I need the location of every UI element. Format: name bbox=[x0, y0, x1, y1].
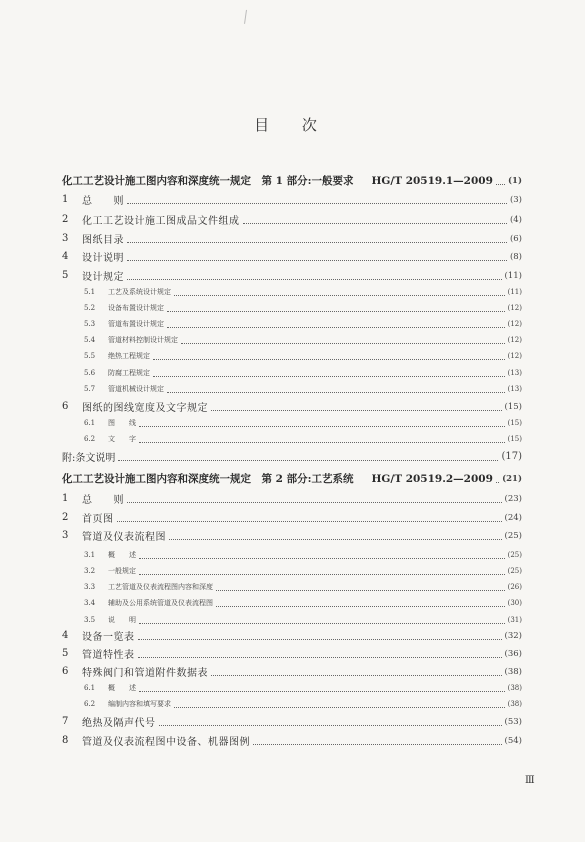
toc-entry-title: 辅助及公用系统管道及仪表流程图 bbox=[108, 598, 213, 607]
toc-entry-title: 设备布置设计规定 bbox=[108, 303, 164, 312]
toc-entry-page: (6) bbox=[509, 233, 522, 244]
toc-entry-page: (30) bbox=[507, 598, 522, 607]
toc-entry-page: (26) bbox=[507, 582, 522, 591]
toc-entry bbox=[62, 527, 522, 544]
toc-entry-page: (13) bbox=[507, 384, 522, 393]
toc-entry-title: 管道材料控制设计规定 bbox=[108, 335, 178, 344]
toc-entry-number: 3 bbox=[62, 530, 69, 541]
toc-entry bbox=[62, 414, 522, 431]
toc-entry-page: (54) bbox=[504, 735, 522, 746]
dot-leader bbox=[138, 638, 502, 640]
scan-mark bbox=[244, 10, 249, 24]
toc-entry bbox=[62, 315, 522, 332]
toc-entry bbox=[62, 267, 522, 284]
toc-entry-page: (25) bbox=[507, 566, 522, 575]
toc-entry-title: 化工工艺设计施工图内容和深度统一规定 第 1 部分:一般要求 bbox=[62, 175, 354, 187]
toc-entry-title: 图纸目录 bbox=[82, 235, 124, 246]
toc-entry bbox=[62, 230, 522, 247]
dot-leader bbox=[167, 310, 505, 312]
toc-entry-number: 5 bbox=[62, 648, 69, 659]
toc-entry-page: (11) bbox=[504, 270, 522, 281]
toc-entry-page: (21) bbox=[502, 473, 522, 484]
dot-leader bbox=[139, 425, 505, 427]
toc-entry bbox=[62, 430, 522, 447]
toc-entry-number: 5.2 bbox=[84, 303, 96, 312]
toc-entry bbox=[62, 645, 522, 662]
toc-entry bbox=[62, 695, 522, 712]
dot-leader bbox=[216, 589, 505, 591]
dot-leader bbox=[153, 358, 505, 360]
toc-entry-number: 3.3 bbox=[84, 582, 96, 591]
dot-leader bbox=[138, 656, 502, 658]
toc-entry-title: 总 则 bbox=[82, 495, 124, 506]
toc-entry-page: (12) bbox=[507, 319, 522, 328]
toc-entry-number: 3.4 bbox=[84, 598, 96, 607]
dot-leader bbox=[216, 605, 505, 607]
toc-entry-page: (12) bbox=[507, 335, 522, 344]
toc-entry-title: 管道机械设计规定 bbox=[108, 384, 164, 393]
toc-entry-number: 3.1 bbox=[84, 550, 96, 559]
toc-entry-title: 管道及仪表流程图中设备、机器图例 bbox=[82, 737, 250, 748]
dot-leader bbox=[127, 241, 507, 243]
toc-entry-title: 管道及仪表流程图 bbox=[82, 532, 166, 543]
toc-entry bbox=[62, 611, 522, 628]
toc-entry-page: (25) bbox=[504, 530, 522, 541]
toc-entry bbox=[62, 248, 522, 265]
toc-entry-number: 3.2 bbox=[84, 566, 96, 575]
toc-entry-title: 一般规定 bbox=[108, 566, 136, 575]
toc-entry-title: 绝热及隔声代号 bbox=[82, 718, 156, 729]
toc-entry-page: (25) bbox=[507, 550, 522, 559]
toc-entry-title: 图纸的图线宽度及文字规定 bbox=[82, 403, 208, 414]
toc-entry-number: 5.1 bbox=[84, 287, 96, 296]
toc-entry bbox=[62, 347, 522, 364]
toc-entry bbox=[62, 470, 522, 487]
dot-leader bbox=[139, 557, 505, 559]
toc-entry-page: (3) bbox=[509, 194, 522, 205]
toc-entry-page: (12) bbox=[507, 351, 522, 360]
dot-leader bbox=[127, 202, 507, 204]
toc-entry-page: (12) bbox=[507, 303, 522, 312]
toc-entry bbox=[62, 663, 522, 680]
toc-entry-title: 首页图 bbox=[82, 514, 114, 525]
dot-leader bbox=[139, 441, 505, 443]
standard-code: HG/T 20519.1—2009 bbox=[371, 174, 493, 187]
dot-leader bbox=[118, 459, 498, 461]
toc-entry-title: 管道特性表 bbox=[82, 650, 135, 661]
toc-entry bbox=[62, 380, 522, 397]
toc-entry bbox=[62, 364, 522, 381]
toc-entry-page: (11) bbox=[507, 287, 522, 296]
dot-leader bbox=[253, 743, 502, 745]
toc-entry bbox=[62, 211, 522, 228]
toc-entry-page: (32) bbox=[504, 630, 522, 641]
dot-leader bbox=[174, 706, 505, 708]
toc-entry-number: 5.3 bbox=[84, 319, 96, 328]
toc-entry bbox=[62, 509, 522, 526]
toc-entry bbox=[62, 299, 522, 316]
toc-entry-number: 2 bbox=[62, 512, 69, 523]
toc-entry-number: 6.1 bbox=[84, 418, 96, 427]
toc-entry-title: 管道布置设计规定 bbox=[108, 319, 164, 328]
toc-entry-title: 概 述 bbox=[108, 683, 136, 692]
toc-entry-page: (38) bbox=[507, 683, 522, 692]
toc-entry-page: (15) bbox=[507, 418, 522, 427]
toc-entry-number: 6.2 bbox=[84, 434, 96, 443]
dot-leader bbox=[174, 294, 505, 296]
dot-leader bbox=[139, 622, 505, 624]
toc-entry-title: 图 线 bbox=[108, 418, 136, 427]
toc-entry-number: 1 bbox=[62, 493, 69, 504]
toc-entry-number: 5 bbox=[62, 270, 69, 281]
toc-entry bbox=[62, 283, 522, 300]
page-folio: Ⅲ bbox=[525, 775, 535, 786]
toc-entry-title: 绝热工程规定 bbox=[108, 351, 150, 360]
toc-entry bbox=[62, 490, 522, 507]
toc-entry-page: (8) bbox=[509, 251, 522, 262]
toc-entry-title: 说 明 bbox=[108, 615, 136, 624]
toc-entry-page: (24) bbox=[504, 512, 522, 523]
dot-leader bbox=[127, 278, 502, 280]
dot-leader bbox=[139, 573, 505, 575]
toc-entry-title: 设备一览表 bbox=[82, 632, 135, 643]
toc-entry-number: 5.7 bbox=[84, 384, 96, 393]
toc-entry-title: 设计说明 bbox=[82, 253, 124, 264]
toc-entry-title: 防腐工程规定 bbox=[108, 368, 150, 377]
toc-entry-page: (23) bbox=[504, 493, 522, 504]
dot-leader bbox=[139, 690, 505, 692]
toc-entry-title: 特殊阀门和管道附件数据表 bbox=[82, 668, 208, 679]
toc-entry bbox=[62, 713, 522, 730]
toc-entry-number: 4 bbox=[62, 251, 69, 262]
toc-entry-page: (31) bbox=[507, 615, 522, 624]
dot-leader bbox=[211, 409, 502, 411]
toc-entry-number: 5.5 bbox=[84, 351, 96, 360]
toc-entry bbox=[62, 679, 522, 696]
dot-leader bbox=[117, 520, 502, 522]
toc-entry-page: (53) bbox=[504, 716, 522, 727]
toc-entry-number: 8 bbox=[62, 735, 69, 746]
toc-entry-number: 6 bbox=[62, 401, 69, 412]
toc-entry-title: 文 字 bbox=[108, 434, 136, 443]
toc-entry-title: 设计规定 bbox=[82, 272, 124, 283]
toc-title: 目 次 bbox=[254, 116, 331, 134]
toc-entry-title: 概 述 bbox=[108, 550, 136, 559]
toc-entry-page: (13) bbox=[507, 368, 522, 377]
toc-entry-number: 3 bbox=[62, 233, 69, 244]
toc-entry-number: 5.4 bbox=[84, 335, 96, 344]
toc-entry-page: (1) bbox=[508, 175, 522, 186]
dot-leader bbox=[167, 391, 505, 393]
toc-entry-title: 化工工艺设计施工图成品文件组成 bbox=[82, 216, 240, 227]
toc-entry-number: 7 bbox=[62, 716, 69, 727]
toc-entry-title: 工艺管道及仪表流程图内容和深度 bbox=[108, 582, 213, 591]
toc-entry-page: (4) bbox=[509, 214, 522, 225]
toc-entry-number: 2 bbox=[62, 214, 69, 225]
toc-entry bbox=[62, 562, 522, 579]
dot-leader bbox=[127, 501, 502, 503]
dot-leader bbox=[496, 183, 505, 185]
toc-entry-page: (17) bbox=[501, 451, 522, 462]
toc-entry-title: 附:条文说明 bbox=[62, 453, 116, 464]
toc-entry bbox=[62, 627, 522, 644]
toc-entry-title: 化工工艺设计施工图内容和深度统一规定 第 2 部分:工艺系统 bbox=[62, 473, 354, 485]
dot-leader bbox=[167, 326, 505, 328]
toc-entry-title: 编制内容和填写要求 bbox=[108, 699, 171, 708]
toc-entry-title: 工艺及系统设计规定 bbox=[108, 287, 171, 296]
toc-entry-number: 4 bbox=[62, 630, 69, 641]
dot-leader bbox=[211, 674, 502, 676]
toc-entry-number: 5.6 bbox=[84, 368, 96, 377]
toc-entry bbox=[62, 448, 522, 465]
toc-entry-page: (15) bbox=[504, 401, 522, 412]
toc-entry bbox=[62, 594, 522, 611]
toc-entry bbox=[62, 398, 522, 415]
toc-entry bbox=[62, 732, 522, 749]
toc-entry-number: 6.1 bbox=[84, 683, 96, 692]
toc-entry-number: 6 bbox=[62, 666, 69, 677]
toc-entry bbox=[62, 578, 522, 595]
toc-entry bbox=[62, 172, 522, 189]
dot-leader bbox=[169, 538, 502, 540]
toc-entry-page: (38) bbox=[504, 666, 522, 677]
standard-code: HG/T 20519.2—2009 bbox=[371, 472, 493, 485]
dot-leader bbox=[159, 724, 502, 726]
toc-entry bbox=[62, 546, 522, 563]
dot-leader bbox=[153, 375, 505, 377]
dot-leader bbox=[181, 342, 505, 344]
dot-leader bbox=[127, 259, 507, 261]
toc-entry-page: (36) bbox=[504, 648, 522, 659]
toc-entry-title: 总 则 bbox=[82, 196, 124, 207]
toc-entry-page: (15) bbox=[507, 434, 522, 443]
toc-entry-number: 1 bbox=[62, 194, 69, 205]
toc-entry-page: (38) bbox=[507, 699, 522, 708]
toc-entry bbox=[62, 331, 522, 348]
toc-entry-number: 6.2 bbox=[84, 699, 96, 708]
toc-entry-number: 3.5 bbox=[84, 615, 96, 624]
dot-leader bbox=[496, 481, 499, 483]
dot-leader bbox=[243, 222, 507, 224]
toc-entry bbox=[62, 191, 522, 208]
